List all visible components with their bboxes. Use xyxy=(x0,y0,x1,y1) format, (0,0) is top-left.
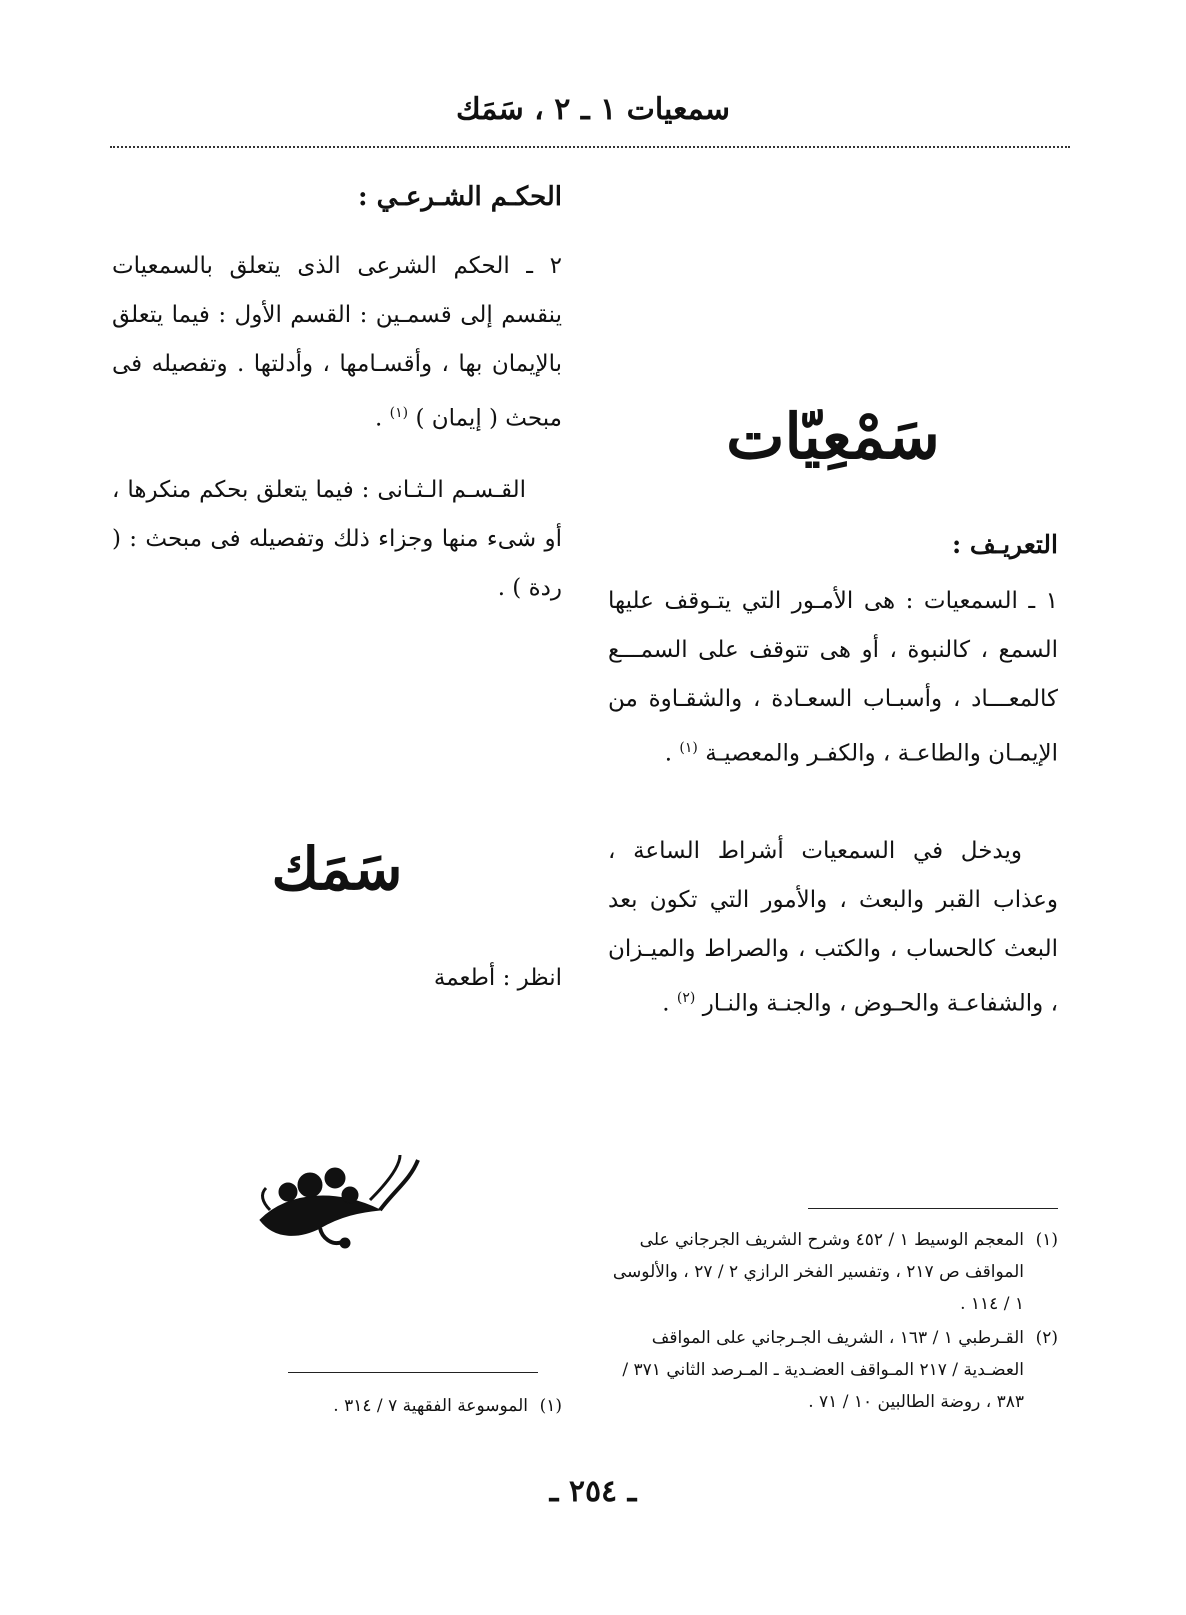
footnote-item xyxy=(608,1322,1058,1418)
ruling-text: ٢ ـ الحكم الشرعى الذى يتعلق بالسمعيات ينقسم إلى قسمـين : القسم الأول : فيما يتعلق بالإيمان بها ، وأقسـامها ، وأدلتها . وتفصيله فى مبحث ( إيمان ) xyxy=(112,253,562,432)
footnote-text: القـرطبي ١ / ١٦٣ ، الشريف الجـرجاني على المواقف العضـدية / ٢١٧ المـواقف العضـدية ـ المـرصد الثاني ٣٧١ / ٣٨٣ ، روضة الطالبين ١٠ / ٧١ . xyxy=(622,1328,1024,1412)
footnotes-right xyxy=(608,1224,1058,1420)
footnote-item xyxy=(608,1224,1058,1320)
second-category-paragraph: القـسـم الـثـانى : فيما يتعلق بحكم منكرها ، أو شىء منها وجزاء ذلك وتفصيله فى مبحث : ( ردة ) . xyxy=(112,476,562,601)
footnote-divider-right xyxy=(808,1208,1058,1209)
footnote-ref: (٢) xyxy=(676,990,696,1007)
footnote-divider-left xyxy=(288,1372,538,1373)
definition-heading: التعريـف : xyxy=(951,530,1058,560)
definition-text: ١ ـ السمعيات : هى الأمـور التي يتـوقف عليها السمع ، كالنبوة ، أو هى تتوقف على السمـــع كالمعـــاد ، وأسبـاب السعـادة ، والشقـاوة من الإيمـان والطاعـة ، والكفـر والمعصيـة xyxy=(608,588,1058,768)
running-title: سمعيات ١ ـ ٢ ، سَمَك xyxy=(455,92,731,127)
left-column xyxy=(112,160,562,1025)
header-divider xyxy=(110,146,1070,148)
footnote-number: (١) xyxy=(1035,1230,1058,1250)
footnote-number: (١) xyxy=(539,1396,562,1416)
entry-title-samak: سَمَك xyxy=(271,834,403,903)
right-column xyxy=(608,160,1058,1051)
footnote-text: الموسوعة الفقهية ٧ / ٣١٤ . xyxy=(333,1396,528,1416)
inclusion-text: ويدخل في السمعيات أشراط الساعة ، وعذاب القبر والبعث ، والأمور التي تكون بعد البعث كالحساب ، والكتب ، والصراط والميـزان ، والشفاعـة والحـوض ، والجنـة والنـار xyxy=(608,838,1058,1017)
footnote-ref: (١) xyxy=(389,405,409,421)
ruling-paragraph xyxy=(112,242,562,444)
footnote-item xyxy=(112,1390,562,1422)
see-also: انظر : أطعمة xyxy=(433,965,562,992)
definition-paragraph xyxy=(608,577,1058,779)
footnote-number: (٢) xyxy=(1035,1328,1058,1348)
page-number: ـ ٢٥٤ ـ xyxy=(549,1474,637,1509)
ruling-heading: الحكـم الشـرعـي : xyxy=(357,182,562,212)
footnote-text: المعجم الوسيط ١ / ٤٥٢ وشرح الشريف الجرجاني على المواقف ص ٢١٧ ، وتفسير الفخر الرازي ٢ / ٢٧ ، والألوسى ١ / ١١٤ . xyxy=(612,1230,1024,1314)
footnotes-left xyxy=(112,1390,562,1424)
footnote-ref: (١) xyxy=(679,740,698,757)
inclusion-end: . xyxy=(662,990,677,1017)
entry-title-samiyyat: سَمْعِيّات xyxy=(726,400,940,473)
definition-end: . xyxy=(664,741,680,768)
ruling-end: . xyxy=(375,405,390,432)
floral-ornament-icon xyxy=(250,1150,420,1250)
inclusion-paragraph xyxy=(608,827,1058,1029)
